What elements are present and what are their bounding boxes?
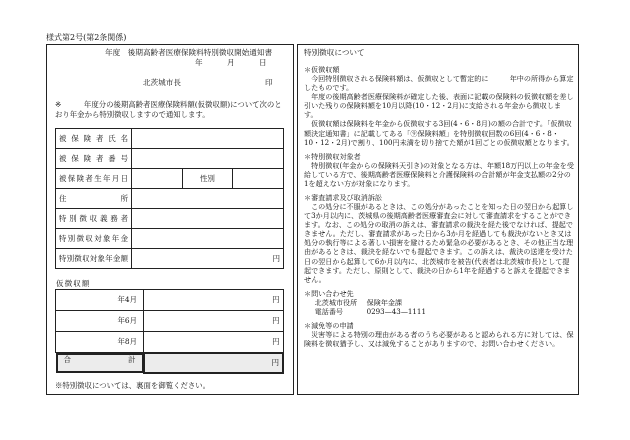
- section-heading: ＊審査請求及び取消訴訟: [304, 193, 383, 203]
- date-year: 年: [195, 58, 203, 67]
- total-label: [56, 353, 144, 373]
- pension-amount-value: 円: [132, 249, 284, 269]
- back-body: [304, 65, 574, 348]
- section-provisional: [304, 65, 574, 147]
- table-row: [56, 332, 284, 353]
- contact-dept: 保険年金課: [366, 297, 403, 307]
- birthdate-label: 被保険者生年月日: [56, 169, 132, 189]
- section-heading: ＊特別徴収対象者: [304, 151, 361, 161]
- paragraph: 今回特別徴収される保険料額は、仮徴収として暫定的に 年中の所得から算定したものです。: [304, 74, 574, 93]
- contact-phone-row: [315, 307, 574, 316]
- section-heading: ＊減免等の申請: [304, 321, 354, 331]
- contact-tel: 0293—43—1111: [366, 306, 426, 316]
- insured-number-label: 被保険者番号: [56, 149, 132, 169]
- section-reduction: [304, 321, 574, 348]
- month-amount: 円: [144, 332, 284, 353]
- month-amount: 円: [144, 290, 284, 311]
- notice-back-panel: [297, 44, 579, 395]
- intro-body: 年度分の後期高齢者医療保険料額(仮徴収額)について次のとおり年金から特別徴収しますので通知します。: [55, 100, 282, 119]
- insured-info-table: [55, 128, 284, 269]
- back-reference-note: ※特別徴収については、裏面を御覧ください。: [55, 381, 211, 390]
- issue-date: [195, 58, 289, 67]
- collector-label: 特別徴収義務者: [56, 209, 132, 229]
- pension-value: [132, 229, 284, 249]
- table-row: [56, 189, 284, 209]
- total-row: [56, 353, 284, 374]
- collector-value: [132, 209, 284, 229]
- notice-front-panel: [46, 44, 294, 395]
- provisional-label: 仮徴収額: [56, 279, 91, 288]
- paragraph: この処分に不服があるときは、この処分があったことを知った日の翌日から起算して3か月以内に、茨城県の後期高齢者医療審査会に対して審査請求をすることができます。なお、この処分の取消の訴えは、審査請求の裁決を経た後でなければ、提起できません。ただし、審査請求があった日から3か月を経過しても裁決がないとき又は処分の執行等による著しい損害を避けるため緊急の必要があるとき、その他正当な理由があるときは、裁決を経ないでも提起できます。この訴えは、裁決の送達を受けた日の翌日から起算して6か月以内に、北茨城市を被告(代表者は北茨城市長)として提起できます。ただし、原則として、裁決の日から1年を経過すると訴えを提起できません。: [304, 202, 574, 284]
- table-row: [56, 209, 284, 229]
- table-row: [56, 129, 284, 149]
- table-row: [56, 311, 284, 332]
- insured-number-value: [132, 149, 284, 169]
- contact-tel-label: 電話番号: [314, 306, 344, 316]
- pension-amount-label: 特別徴収対象年金額: [56, 249, 132, 269]
- intro-text: [55, 100, 287, 120]
- month-label: 年6月: [56, 311, 144, 332]
- paragraph: 特別徴収(年金からの保険料天引き)の対象となる方は、年額18万円以上の年金を受給している方で、後期高齢者医療保険料と介護保険料の合計額が年金支払額の2分の1を超えない方が対象になります。: [304, 160, 574, 188]
- back-title: 特別徴収について: [304, 48, 365, 57]
- total-label-left: 合: [63, 355, 71, 364]
- notice-title: 年度 後期高齢者医療保険料特別徴収開始通知書: [105, 48, 273, 57]
- address-value: [132, 189, 284, 209]
- section-eligibility: [304, 152, 574, 188]
- issuer-name: 北茨城市長: [143, 78, 181, 87]
- paragraph: 災害等による特別の理由がある者のうち必要があると認められる方に対しては、保険料を徴収猶予し、又は減免することがありますので、お問い合わせください。: [304, 330, 574, 349]
- name-label: 被保険者氏名: [56, 129, 132, 149]
- name-value: [132, 129, 284, 149]
- total-amount: 円: [144, 353, 284, 374]
- pension-label: 特別徴収対象年金: [56, 229, 132, 249]
- section-heading: ＊問い合わせ先: [304, 288, 354, 298]
- contact-info: [304, 298, 574, 316]
- address-label: 住 所: [56, 189, 132, 209]
- table-row: [56, 229, 284, 249]
- section-heading: ＊仮徴収額: [304, 65, 340, 74]
- paragraph: 年度の後期高齢者医療保険料が確定した後、表面に記載の保険料の仮徴収額を差し引いた残りの保険料額を10月以降(10・12・2月)に支給される年金から徴収します。: [304, 92, 574, 120]
- month-label: 年4月: [56, 290, 144, 311]
- month-amount: 円: [144, 311, 284, 332]
- table-row: [56, 249, 284, 269]
- month-label: 年8月: [56, 332, 144, 353]
- paragraph: 仮徴収額は保険料を年金から仮徴収する3回(4・6・8月)の額の合計です。「仮徴収額決定通知書」に記載してある「⑨保険料額」を特別徴収回数の6回(4・6・8・10・12・2月)で割り、100円未満を切り捨てた額が1回ごとの仮徴収額となります。: [304, 119, 574, 147]
- contact-office-row: [315, 298, 574, 307]
- sex-value: [233, 169, 284, 189]
- section-appeal: [304, 193, 574, 284]
- birthdate-value: [132, 169, 183, 189]
- table-row: [56, 149, 284, 169]
- date-day: 日: [259, 58, 267, 67]
- table-row: [56, 290, 284, 311]
- provisional-table: [55, 289, 284, 374]
- seal-mark: 印: [265, 78, 273, 87]
- form-number: 様式第2号(第2条関係): [46, 33, 127, 42]
- total-label-right: 計: [128, 355, 136, 364]
- section-contact: [304, 289, 574, 316]
- intro-mark: ※: [55, 100, 62, 109]
- table-row: [56, 169, 284, 189]
- contact-org: 北茨城市役所: [314, 297, 358, 307]
- sex-label: 性別: [182, 169, 233, 189]
- date-month: 月: [227, 58, 235, 67]
